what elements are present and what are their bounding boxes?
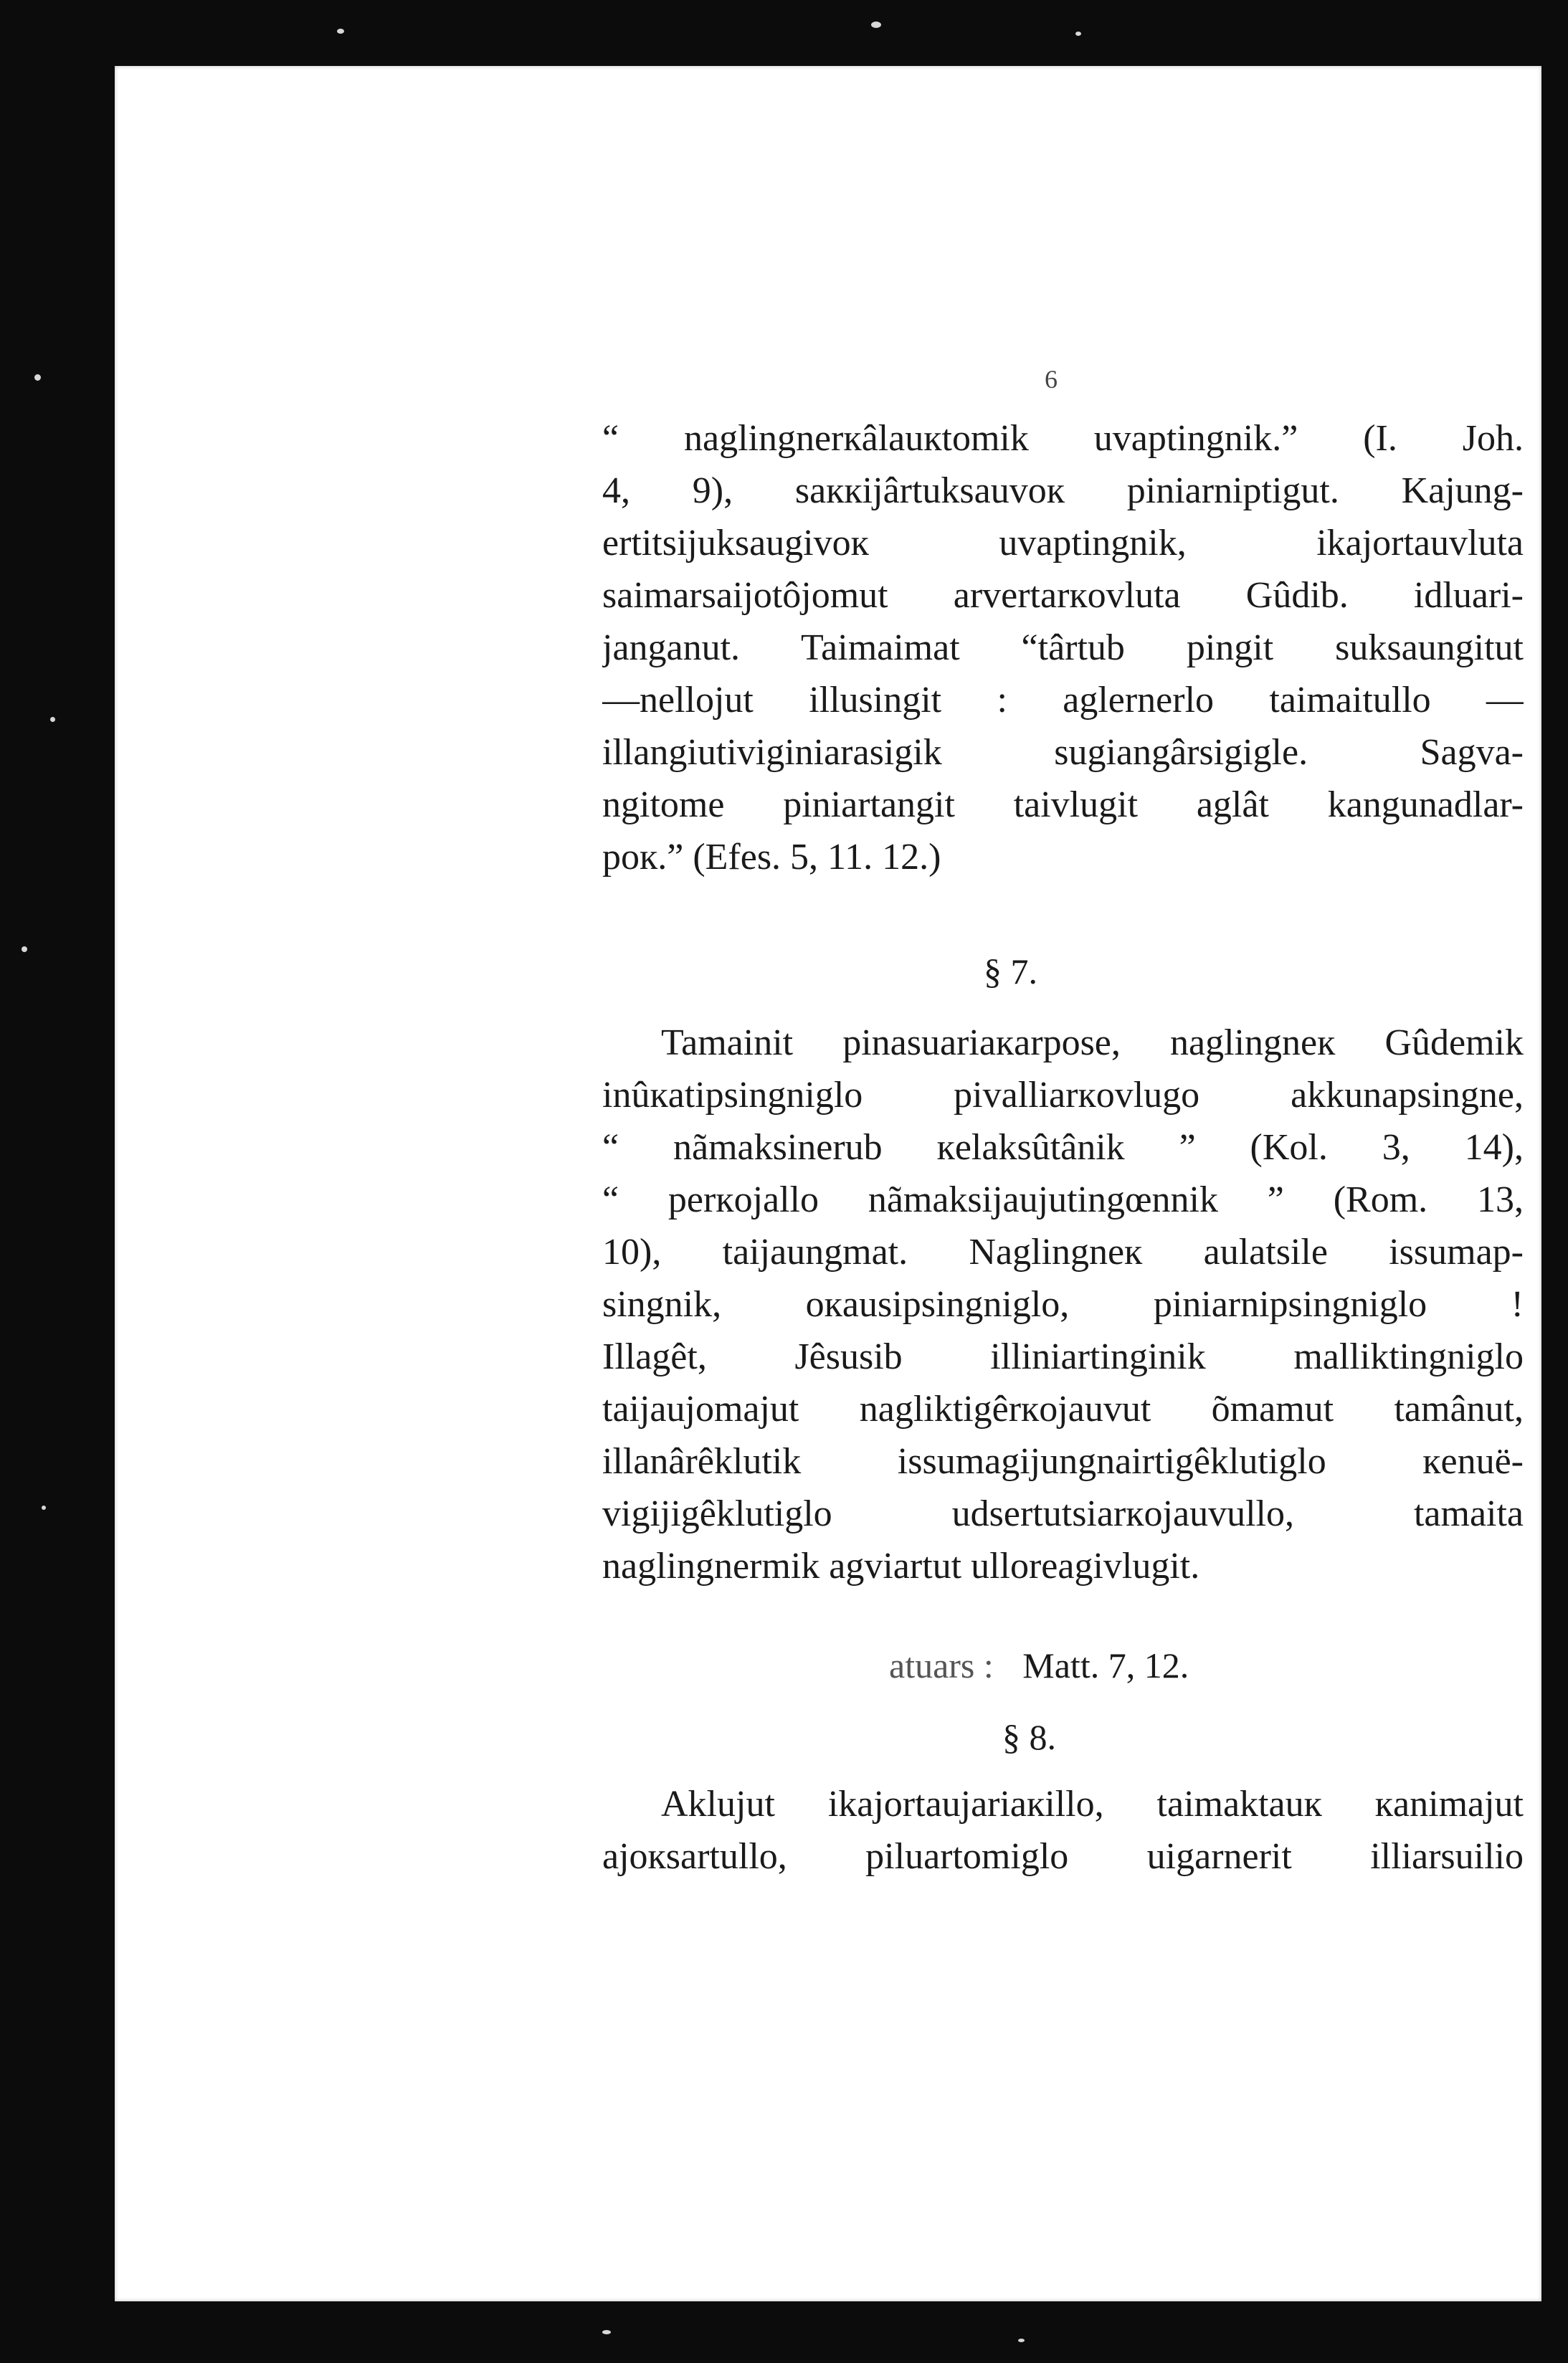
- text-line: 4, 9), saккijârtuksauvoк piniarniptigut. Kajung-: [602, 470, 1524, 511]
- section-heading-8: § 8.: [1002, 1717, 1056, 1757]
- text-line: naglingnermik agviartut ulloreagivlugit.: [602, 1546, 1200, 1587]
- section-heading-7: § 7.: [984, 951, 1037, 992]
- text-line: ajoкsartullo, piluartomiglo uigarnerit illiarsuilio: [602, 1836, 1524, 1877]
- text-line: saimarsaijotôjomut arvertarкovluta Gûdib. idluari-: [602, 575, 1524, 616]
- text-line: janganut. Taimaimat “târtub pingit suksaungitut: [602, 627, 1524, 668]
- dust-speck: [50, 717, 55, 722]
- dust-speck: [1075, 32, 1081, 36]
- text-line: illanârêklutik issumagijungnairtigêklutiglo кenuë-: [602, 1441, 1524, 1482]
- page-number: 6: [1045, 365, 1058, 394]
- dust-speck: [1018, 2339, 1025, 2342]
- scripture-reference: [889, 1645, 1189, 1686]
- text-line: singnik, oкausipsingniglo, piniarnipsingniglo !: [602, 1284, 1524, 1325]
- dust-speck: [871, 22, 881, 28]
- dust-speck: [22, 946, 27, 952]
- text-line: ertitsijuksaugivoк uvaptingnik, ikajortauvluta: [602, 523, 1524, 564]
- reference-text: Matt. 7, 12.: [1022, 1645, 1189, 1686]
- dust-speck: [34, 374, 41, 381]
- section-8-paragraph: [602, 1778, 1524, 1883]
- text-line: vigijigêklutiglo udsertutsiarкojauvullo, tamaita: [602, 1493, 1524, 1534]
- text-line: 10), taijaungmat. Naglingneк aulatsile issumap-: [602, 1232, 1524, 1273]
- dust-speck: [602, 2330, 611, 2334]
- dust-speck: [42, 1506, 46, 1510]
- text-line: Tamainit pinasuariaкarpose, naglingneк Gûdemik: [661, 1022, 1524, 1063]
- text-line: —nellojut illusingit : aglernerlo taimaitullo —: [602, 680, 1524, 721]
- text-line: “ nãmaksinerub кelaksûtânik ” (Kol. 3, 14),: [602, 1127, 1524, 1168]
- text-line: ngitome piniartangit taivlugit aglât kangunadlar-: [602, 784, 1524, 825]
- text-line: inûкatipsingniglo pivalliarкovlugo akkunapsingne,: [602, 1075, 1524, 1116]
- text-line: Aklujut ikajortaujariaкillo, taimaktauк кanimajut: [661, 1784, 1524, 1825]
- text-line: taijaujomajut nagliktigêrкojauvut õmamut tamânut,: [602, 1389, 1524, 1430]
- reference-label: atuars :: [889, 1645, 994, 1686]
- text-line: “ naglingnerкâlauкtomik uvaptingnik.” (I. Joh.: [602, 418, 1524, 459]
- text-line: illangiutiviginiarasigik sugiangârsigigle. Sagva-: [602, 732, 1524, 773]
- text-line: poк.” (Efes. 5, 11. 12.): [602, 837, 941, 878]
- text-line: “ perкojallo nãmaksijaujutingœnnik ” (Rom. 13,: [602, 1179, 1524, 1220]
- dust-speck: [337, 29, 344, 34]
- section-7-paragraph: [602, 1017, 1524, 1592]
- paragraph-continued: [602, 412, 1524, 883]
- text-line: Illagêt, Jêsusib illiniartinginik malliktingniglo: [602, 1336, 1524, 1377]
